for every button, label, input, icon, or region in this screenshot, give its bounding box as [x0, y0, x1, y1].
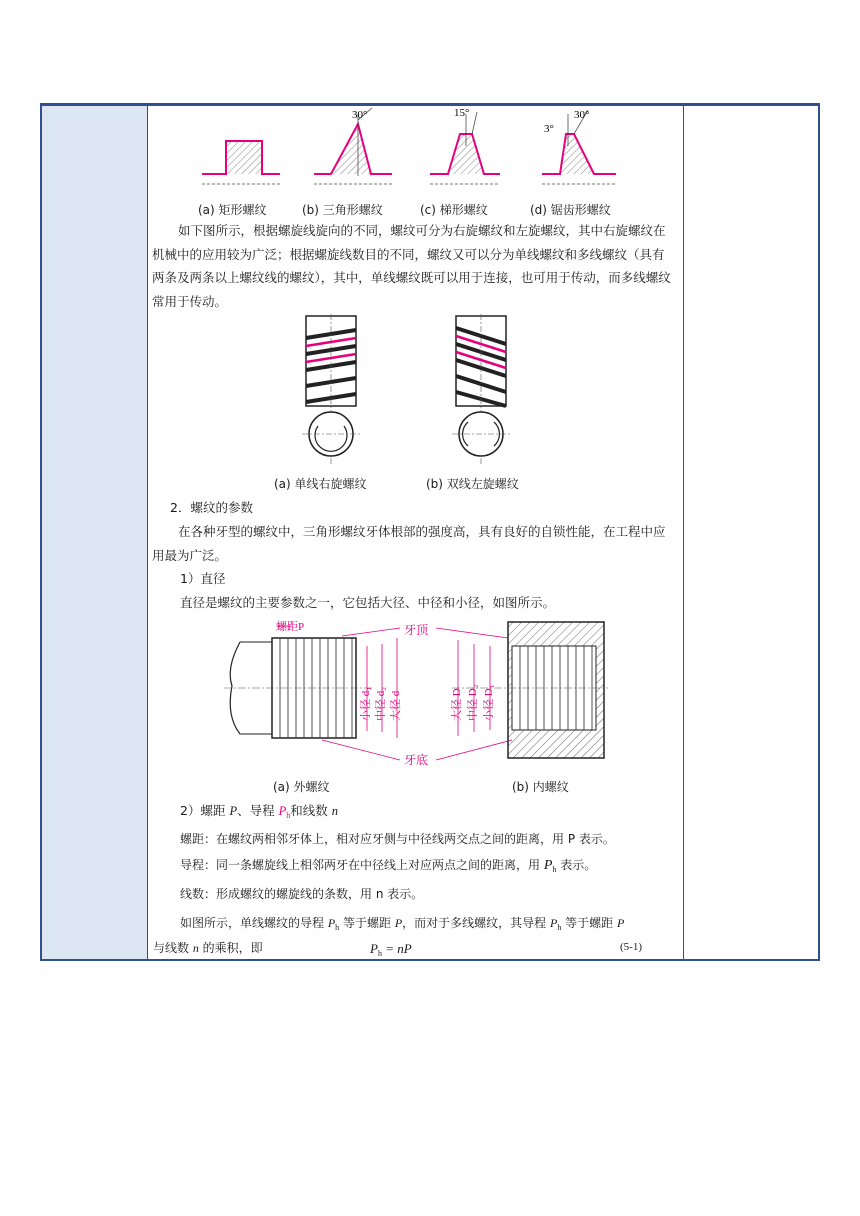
pitch-diameter-label: 中径 d₂	[375, 686, 387, 721]
definition-lines: 线数：形成螺纹的螺旋线的条数，用 n 表示。	[180, 887, 424, 901]
caption-internal: (b) 内螺纹	[512, 780, 569, 794]
major-diameter-label: 大径 d	[390, 690, 402, 721]
caption-buttress: (d) 锯齿形螺纹	[530, 203, 611, 217]
minor-diameter-label: 小径 d₁	[360, 686, 372, 721]
caption-external: (a) 外螺纹	[273, 780, 330, 794]
thread-profile-figure	[196, 106, 626, 194]
buttress-thread	[542, 109, 616, 184]
angle-label: 30°	[574, 109, 590, 121]
subheading-pitch: 2）螺距 P、导程 $P_h$和线数 n	[180, 803, 338, 820]
minor-D-label: 小径 D₁	[483, 684, 495, 721]
subheading-diameter: 1）直径	[180, 571, 226, 586]
triangular-thread	[314, 108, 392, 184]
rectangular-thread	[202, 141, 280, 184]
single-right-hand-screw	[302, 314, 360, 464]
paragraph-lead-line1: 如图所示，单线螺纹的导程 $P_h$ 等于螺距 P，而对于多线螺纹，其导程 $P_h$ 等于螺距 P	[180, 916, 625, 932]
paragraph-lead-line2: 与线数 n 的乘积，即	[153, 941, 263, 955]
formula: $P_h$ = nP	[370, 941, 412, 958]
pitch-D-label: 中径 D₂	[467, 684, 479, 721]
paragraph-rotation: 如下图所示，根据螺旋线旋向的不同，螺纹可分为右旋螺纹和左旋螺纹，其中右旋螺纹在机械中的应用较为广泛；根据螺旋线数目的不同，螺纹又可以分为单线螺纹和多线螺纹（具有两条及两条以上螺纹线的螺纹），其中，单线螺纹既可以用于连接，也可用于传动，而多线螺纹常用于传动。	[152, 223, 671, 309]
diameter-figure	[222, 616, 608, 768]
caption-rectangular: (a) 矩形螺纹	[198, 203, 267, 217]
trapezoidal-thread	[430, 107, 500, 184]
definition-lead: 导程：同一条螺旋线上相邻两牙在中径线上对应两点之间的距离，用 $P_h$ 表示。	[180, 858, 597, 874]
double-left-hand-screw	[452, 314, 510, 464]
caption-triangular: (b) 三角形螺纹	[302, 203, 383, 217]
pitch-label: 螺距P	[276, 621, 305, 633]
root-label: 牙底	[404, 753, 429, 767]
section-heading: 2．螺纹的参数	[170, 500, 253, 515]
helix-figure	[296, 314, 526, 470]
left-column	[42, 106, 148, 959]
right-column	[684, 106, 818, 959]
equation-number: (5-1)	[620, 941, 642, 953]
major-D-label: 大径 D	[451, 688, 463, 721]
angle-label: 3°	[544, 123, 554, 135]
definition-pitch: 螺距：在螺纹两相邻牙体上，相对应牙侧与中径线两交点之间的距离，用 P 表示。	[180, 832, 615, 846]
angle-label: 15°	[454, 107, 470, 119]
caption-double-left: (b) 双线左旋螺纹	[426, 477, 519, 491]
angle-label: 30°	[352, 109, 368, 121]
crest-label: 牙顶	[404, 623, 429, 637]
paragraph-triangle: 在各种牙型的螺纹中，三角形螺纹牙体根部的强度高，具有良好的自锁性能，在工程中应用最为广泛。	[152, 524, 666, 563]
caption-trapezoidal: (c) 梯形螺纹	[420, 203, 488, 217]
paragraph-diameter: 直径是螺纹的主要参数之一，它包括大径、中径和小径，如图所示。	[180, 595, 556, 610]
caption-single-right: (a) 单线右旋螺纹	[274, 477, 367, 491]
